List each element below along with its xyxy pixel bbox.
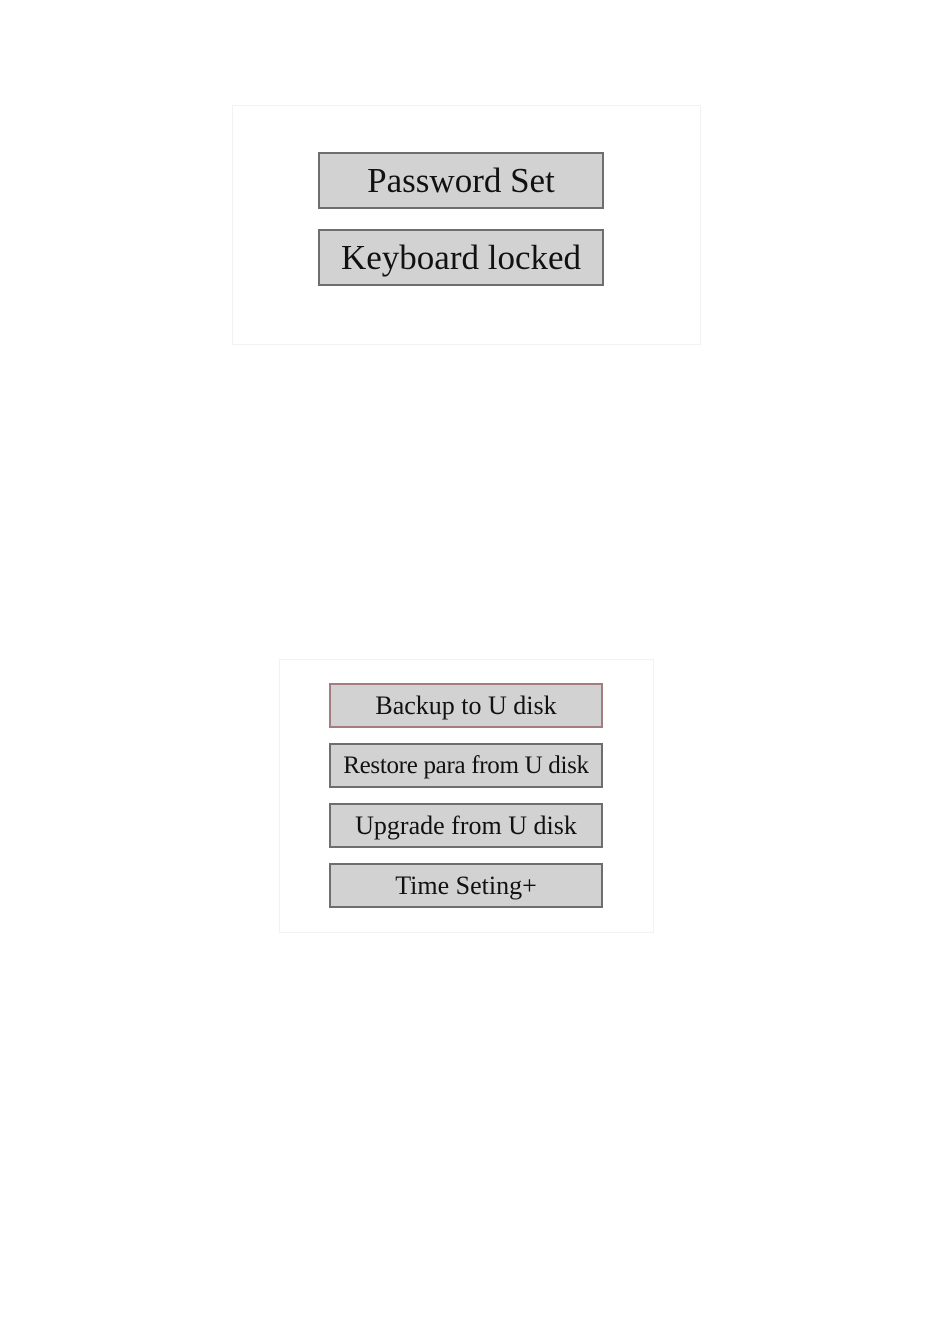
keyboard-locked-label: Keyboard locked (340, 238, 582, 277)
backup-to-u-disk-button[interactable] (329, 683, 603, 728)
restore-para-from-u-disk-button[interactable] (329, 743, 603, 788)
time-setting-label: Time Seting+ (395, 870, 537, 900)
password-set-label: Password Set (367, 161, 555, 200)
backup-to-u-disk-label: Backup to U disk (375, 690, 557, 720)
keyboard-locked-button[interactable] (318, 229, 604, 286)
security-menu-panel (233, 106, 700, 344)
system-menu-panel (280, 660, 653, 932)
upgrade-from-u-disk-button[interactable] (329, 803, 603, 848)
password-set-button[interactable] (318, 152, 604, 209)
upgrade-from-u-disk-label: Upgrade from U disk (355, 810, 577, 840)
time-setting-button[interactable] (329, 863, 603, 908)
restore-para-from-u-disk-label: Restore para from U disk (343, 752, 589, 779)
